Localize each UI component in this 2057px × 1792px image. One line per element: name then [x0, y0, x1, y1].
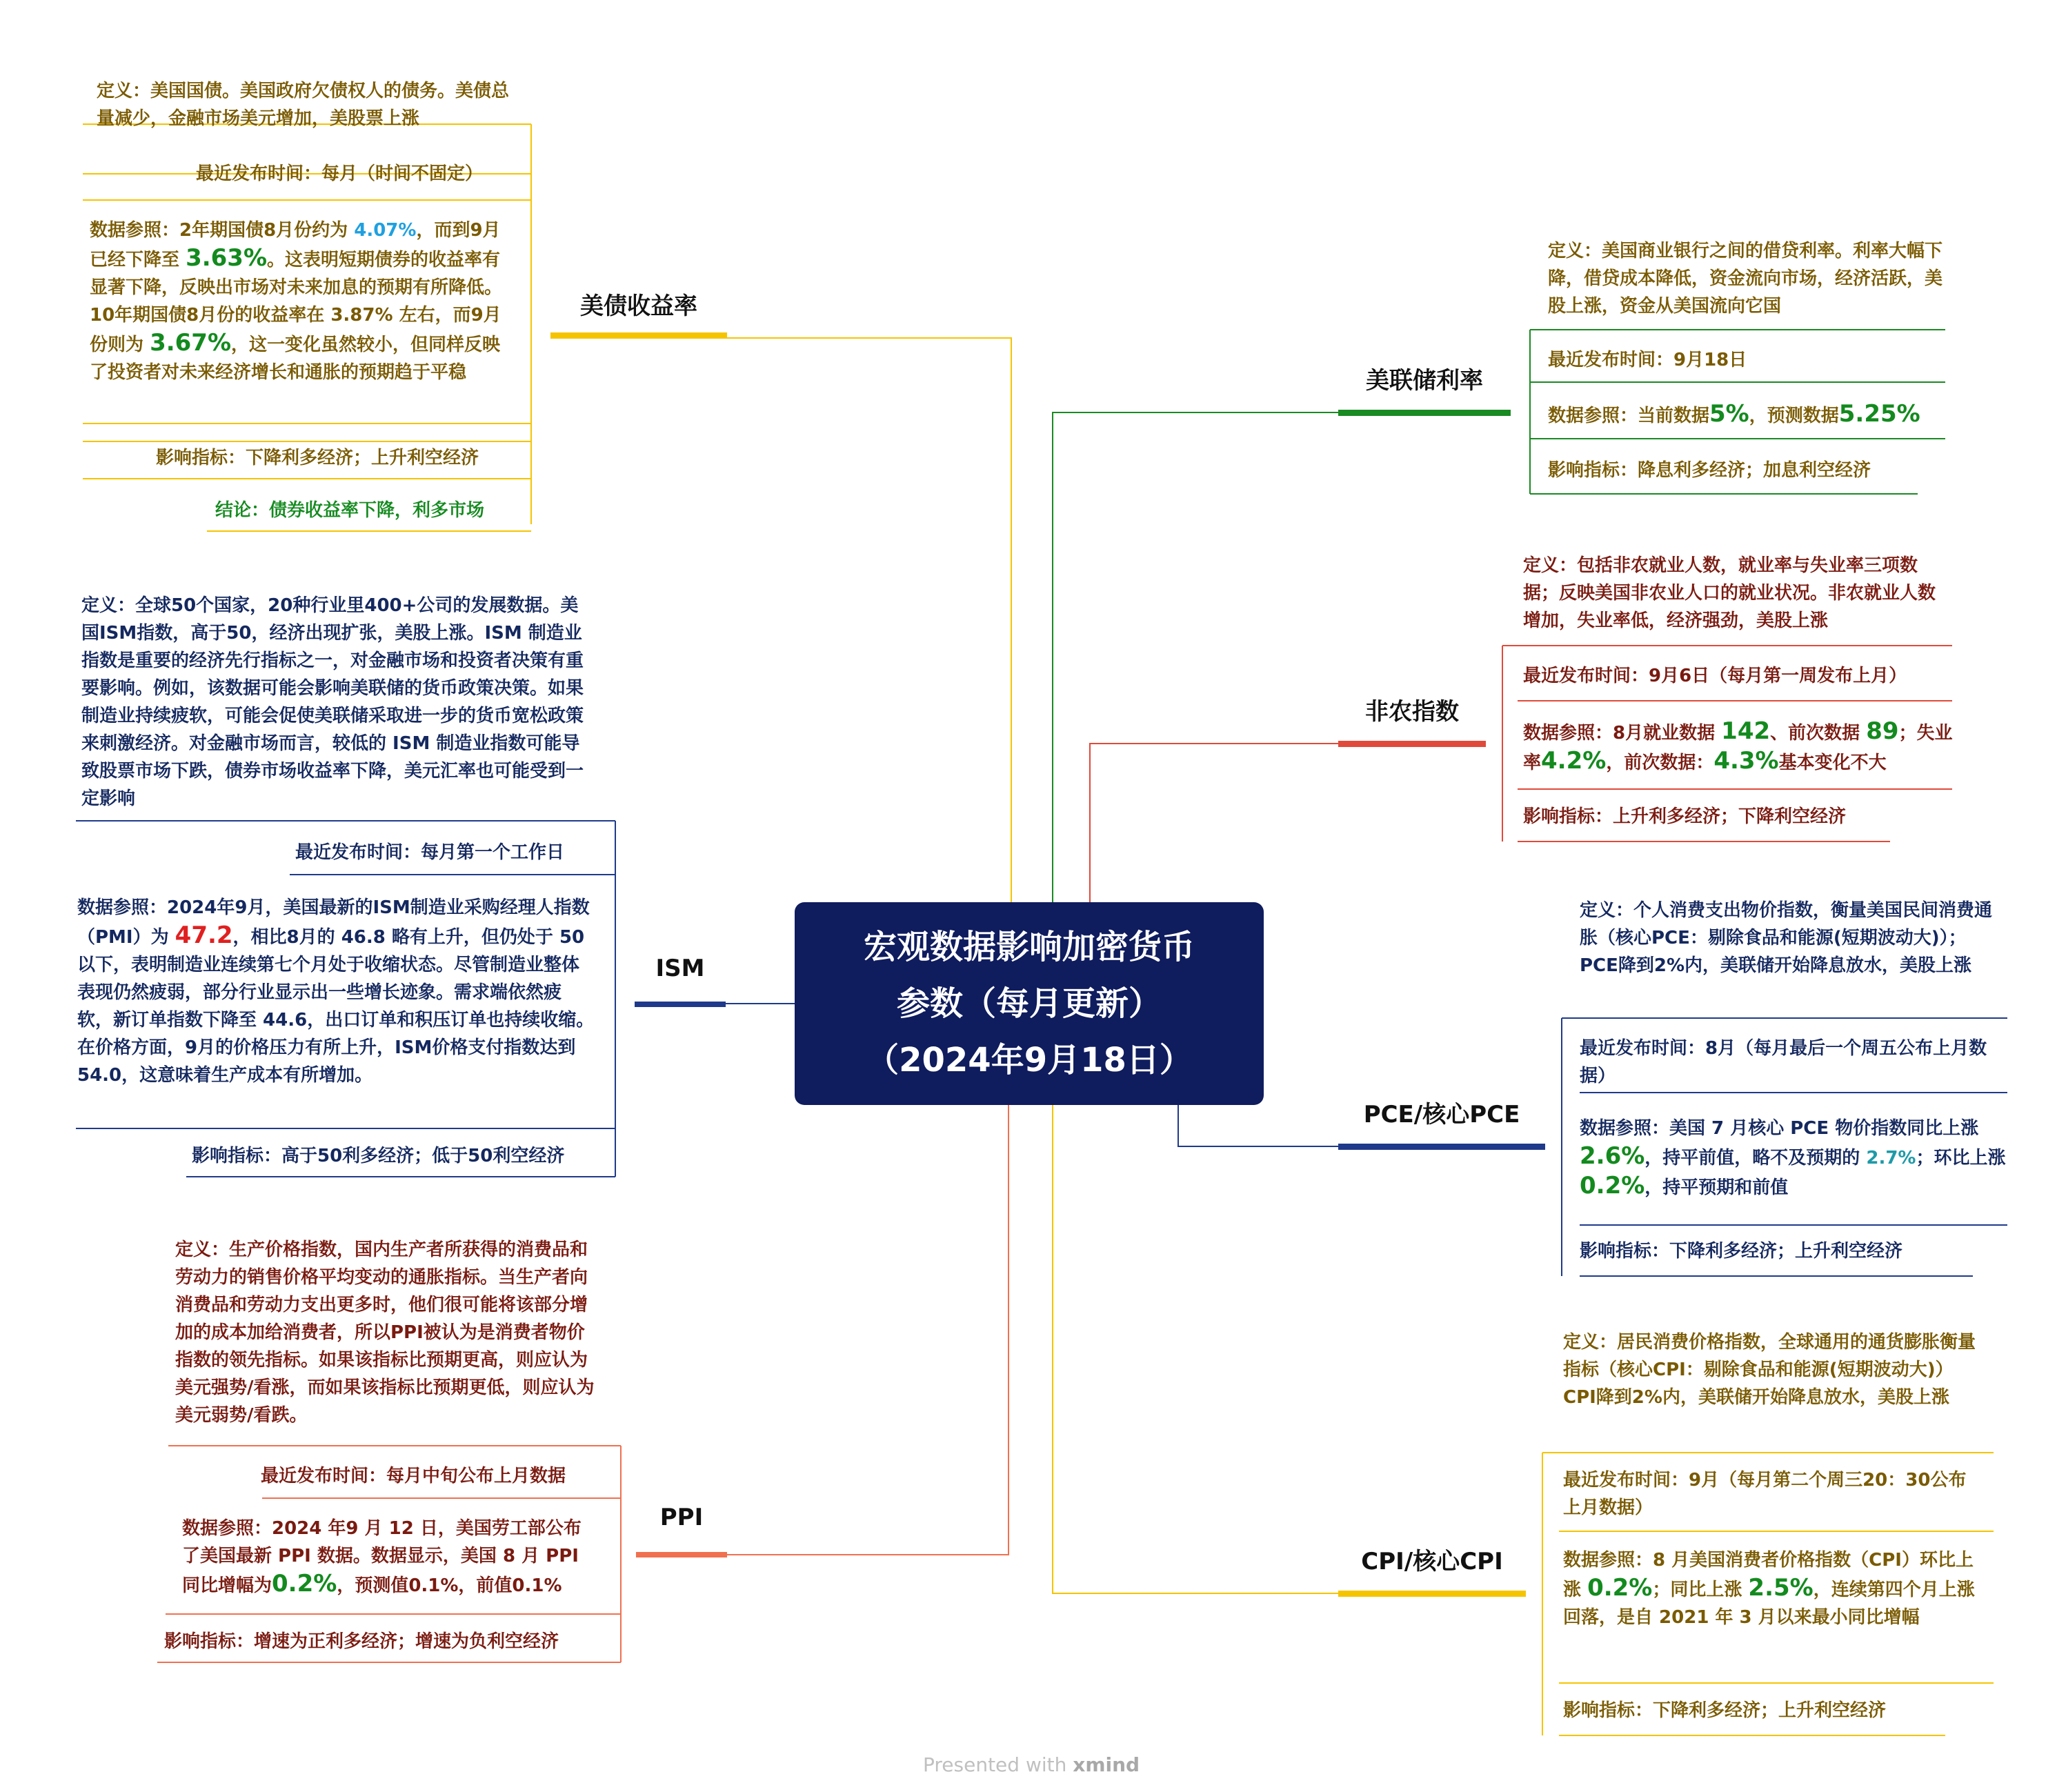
cpi-impact[interactable]: 影响指标：下降利多经济；上升利空经济 — [1563, 1700, 1887, 1721]
cpi-data-p2: ；同比上涨 — [1652, 1580, 1749, 1600]
ppi-data-p2: ，预测值0.1%，前值0.1% — [337, 1575, 562, 1596]
cpi-data-p3: ，连续第四个月上涨回落，是自 2021 年 3 月以来最小同比增幅 — [1563, 1580, 1975, 1628]
treasury-data[interactable] — [90, 217, 504, 386]
nfp-data-v3: 4.2% — [1541, 747, 1607, 775]
ppi-release-time[interactable]: 最近发布时间：每月中旬公布上月数据 — [261, 1466, 566, 1486]
treasury-impact[interactable]: 影响指标：下降利多经济；上升利空经济 — [156, 448, 479, 468]
nfp-data-v4: 4.3% — [1713, 747, 1779, 775]
ppi-definition[interactable]: 定义：生产价格指数，国内生产者所获得的消费品和劳动力的销售价格平均变动的通胀指标。当生产者向消费品和劳动力支出更多时，他们很可能将该部分增加的成本加给消费者，所以PPI被认为是消费者物价指数的领先指标。如果该指标比预期更高，则应认为美元强势/看涨，而如果该指标比预期更低，则应认为美元弱势/看跌。 — [175, 1240, 595, 1426]
pce-release-time[interactable]: 最近发布时间：8月（每月最后一个周五公布上月数据） — [1580, 1038, 1987, 1086]
fed-data-v1: 5% — [1709, 400, 1749, 428]
fed-release-time[interactable]: 最近发布时间：9月18日 — [1548, 350, 1747, 370]
branch-nonfarm[interactable]: 非农指数 — [1365, 698, 1459, 726]
nfp-definition[interactable]: 定义：包括非农就业人数，就业率与失业率三项数据；反映美国非农业人口的就业状况。非农就业人数增加，失业率低，经济强劲，美股上涨 — [1523, 555, 1936, 631]
nfp-data[interactable] — [1523, 717, 1965, 777]
branch-ism[interactable]: ISM — [655, 955, 705, 982]
central-title-line2: 参数（每月更新） — [896, 984, 1162, 1023]
ism-impact[interactable]: 影响指标：高于50利多经济；低于50利空经济 — [192, 1146, 565, 1166]
ism-data-p1: 数据参照：2024年9月，美国最新的ISM制造业采购经理人指数（PMI）为 — [77, 897, 590, 948]
ppi-impact[interactable]: 影响指标：增速为正利多经济；增速为负利空经济 — [164, 1631, 559, 1652]
pce-impact[interactable]: 影响指标：下降利多经济；上升利空经济 — [1580, 1241, 1903, 1262]
treasury-data-v2: 3.63% — [186, 244, 268, 272]
treasury-data-v1: 4.07% — [354, 220, 417, 241]
treasury-data-p4: ，这一变化虽然较小，但同样反映了投资者对未来经济增长和通胀的预期趋于平稳 — [90, 335, 501, 383]
fed-definition[interactable]: 定义：美国商业银行之间的借贷利率。利率大幅下降，借贷成本降低，资金流向市场，经济活跃，美股上涨，资金从美国流向它国 — [1548, 241, 1943, 317]
footer-brand: xmind — [1073, 1753, 1140, 1776]
central-title-line3: （2024年9月18日） — [866, 1041, 1193, 1079]
fed-impact[interactable]: 影响指标：降息利多经济；加息利空经济 — [1548, 460, 1871, 481]
central-title-line1: 宏观数据影响加密货币 — [863, 928, 1195, 966]
treasury-data-p2: ，而到9月已经下降至 — [90, 220, 501, 270]
cpi-definition[interactable]: 定义：居民消费价格指数，全球通用的通货膨胀衡量指标（核心CPI：剔除食品和能源(短期波动大)）CPI降到2%内，美联储开始降息放水，美股上涨 — [1563, 1332, 1976, 1408]
ppi-data[interactable] — [182, 1515, 596, 1600]
branch-ppi[interactable]: PPI — [659, 1504, 704, 1531]
ppi-data-v1: 0.2% — [272, 1570, 337, 1597]
ism-release-time[interactable]: 最近发布时间：每月第一个工作日 — [295, 842, 565, 863]
treasury-release-time[interactable]: 最近发布时间：每月（时间不固定） — [196, 163, 484, 184]
ism-data-p2: ，相比8月的 46.8 略有上升，但仍处于 50 以下，表明制造业连续第七个月处于收缩状态。尽管制造业整体表现仍然疲弱，部分行业显示出一些增长迹象。需求端依然疲软，新订单指数下降至 44.6，出口订单和积压订单也持续收缩。在价格方面，9月的价格压力有所上升，ISM价格支付指数达到 54.0，这意味着生产成本有所增加。 — [77, 927, 595, 1086]
cpi-data[interactable] — [1563, 1546, 1984, 1631]
fed-data-v2: 5.25% — [1838, 400, 1920, 428]
nfp-data-p2: 、前次数据 — [1770, 723, 1867, 744]
fed-data-p2: ，预测数据 — [1749, 406, 1839, 426]
branch-fed-rate[interactable]: 美联储利率 — [1366, 367, 1483, 395]
nfp-data-v2: 89 — [1866, 717, 1899, 745]
ism-definition[interactable]: 定义：全球50个国家，20种行业里400+公司的发展数据。美国ISM指数，高于50，经济出现扩张，美股上涨。ISM 制造业指数是重要的经济先行指标之一，对金融市场和投资者决策有重要影响。例如，该数据可能会影响美联储的货币政策决策。如果制造业持续疲软，可能会促使美联储采取进一步的货币宽松政策来刺激经济。对金融市场而言，较低的 ISM 制造业指数可能导致股票市场下跌，债券市场收益率下降，美元汇率也可能受到一定影响 — [81, 595, 584, 809]
branch-pce[interactable]: PCE/核心PCE — [1363, 1101, 1520, 1128]
nfp-release-time[interactable]: 最近发布时间：9月6日（每月第一周发布上月） — [1523, 666, 1907, 686]
treasury-data-p3: 。这表明短期债券的收益率有显著下降，反映出市场对未来加息的预期有所降低。10年期国债8月份的收益率在 3.87% 左右，而9月份则为 — [90, 250, 503, 355]
ism-data-v1: 47.2 — [175, 922, 233, 949]
fed-data-p1: 数据参照：当前数据 — [1548, 406, 1710, 426]
nfp-data-p4: ，前次数据： — [1606, 753, 1714, 773]
pce-definition[interactable]: 定义：个人消费支出物价指数，衡量美国民间消费通胀（核心PCE：剔除食品和能源(短期波动大)）；PCE降到2%内，美联储开始降息放水，美股上涨 — [1580, 900, 1993, 976]
branch-treasury-yield[interactable]: 美债收益率 — [580, 292, 697, 320]
ppi-data-p1: 数据参照：2024 年9 月 12 日，美国劳工部公布了美国最新 PPI 数据。数据显示，美国 8 月 PPI 同比增幅为 — [182, 1518, 582, 1596]
pce-data-v3: 0.2% — [1580, 1172, 1645, 1199]
branch-cpi[interactable]: CPI/核心CPI — [1361, 1548, 1503, 1575]
fed-data[interactable] — [1548, 400, 1962, 430]
treasury-conclusion[interactable]: 结论：债券收益率下降，利多市场 — [215, 500, 485, 521]
pce-data-p1: 数据参照：美国 7 月核心 PCE 物价指数同比上涨 — [1580, 1118, 1979, 1139]
pce-data-p2: ，持平前值，略不及预期的 — [1644, 1148, 1867, 1168]
treasury-definition[interactable]: 定义：美国国债。美国政府欠债权人的债务。美债总量减少，金融市场美元增加，美股票上涨 — [97, 81, 510, 129]
nfp-impact[interactable]: 影响指标：上升利多经济；下降利空经济 — [1523, 806, 1847, 827]
pce-data-v2: 2.7% — [1866, 1148, 1916, 1168]
nfp-data-v1: 142 — [1721, 717, 1771, 745]
ism-data[interactable] — [77, 894, 595, 1089]
nfp-data-p3: ；失业率 — [1523, 723, 1953, 773]
treasury-data-v3: 3.67% — [150, 329, 232, 357]
central-topic[interactable] — [795, 902, 1264, 1105]
pce-data-p4: ，持平预期和前值 — [1644, 1177, 1789, 1198]
cpi-data-p1: 数据参照：8 月美国消费者价格指数（CPI）环比上涨 — [1563, 1550, 1974, 1600]
cpi-data-v2: 2.5% — [1748, 1574, 1813, 1602]
treasury-data-p1: 数据参照：2年期国债8月份约为 — [90, 220, 355, 241]
footer-presented: Presented with — [923, 1753, 1067, 1776]
pce-data[interactable] — [1580, 1115, 2007, 1202]
cpi-data-v1: 0.2% — [1587, 1574, 1653, 1602]
nfp-data-p5: 基本变化不大 — [1778, 753, 1887, 773]
pce-data-v1: 2.6% — [1580, 1142, 1645, 1170]
footer-watermark — [923, 1753, 1140, 1776]
nfp-data-p1: 数据参照：8月就业数据 — [1523, 723, 1722, 744]
cpi-release-time[interactable]: 最近发布时间：9月（每月第二个周三20：30公布上月数据） — [1563, 1470, 1967, 1518]
pce-data-p3: ；环比上涨 — [1916, 1148, 2006, 1168]
